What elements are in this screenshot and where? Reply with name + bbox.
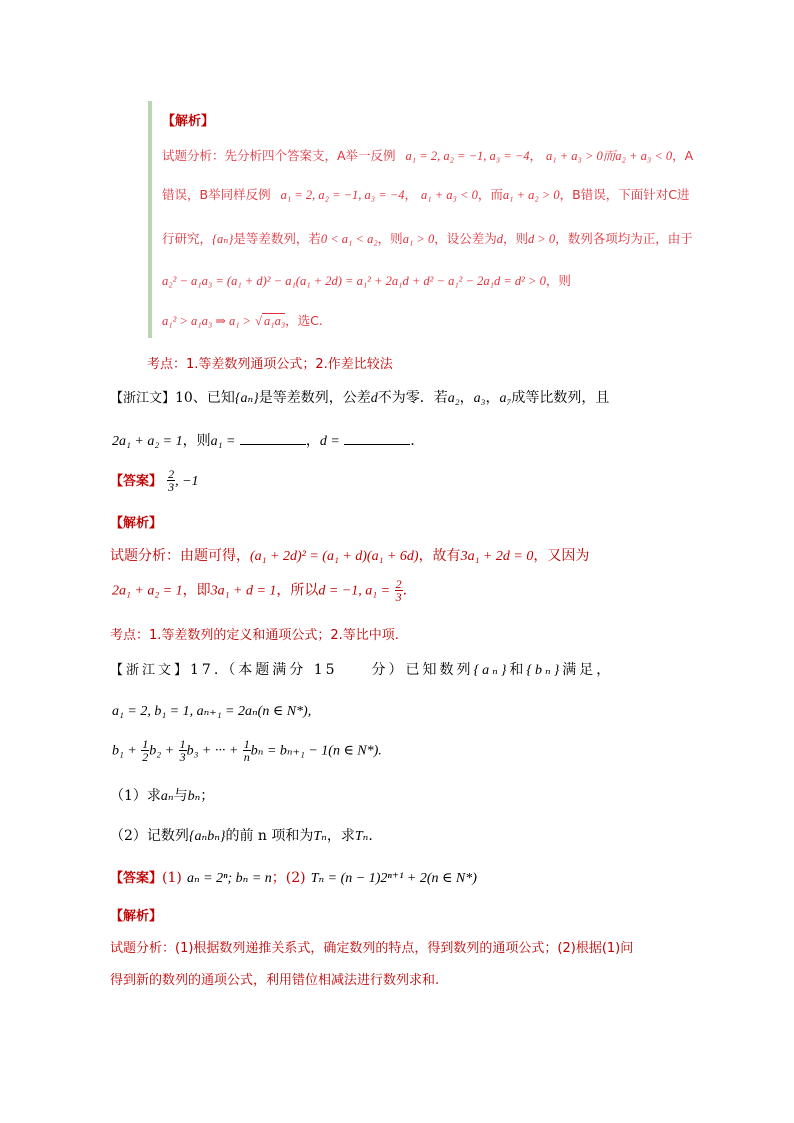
box-line-4-tail: ，则 [545,273,571,288]
part2-a: （2）记数列 [110,828,189,844]
question-10-a1-eq: a₁ = [210,434,236,449]
box-line-3-math-3: a₁ > 0 [402,232,435,246]
box-line-1-math-2: a₁ + a₃ > 0而a₂ + a₃ < 0 [546,149,673,163]
question-17 [110,659,613,679]
answer-17-tag: 【答案】 [110,871,163,886]
line3-b: b₂ + [149,743,175,759]
box-line-3-text-5: ，则 [502,231,528,246]
box-line-1: 试题分析：先分析四个答案支，A举一反例 a₁ = 2, a₂ = −1, a₃ = −4， a₁ + a₃ > 0而a₂ + a₃ < 0，A [162,148,694,163]
line3-c: b₃ + ··· + [186,743,239,759]
part2-b: 的前 n 项和为 [225,828,314,844]
question-10 [110,387,609,407]
m2: Tₙ = (n − 1)2ⁿ⁺¹ + 2(n ∈ N*) [310,871,477,886]
box-line-3-text-3: ，则 [377,231,403,246]
frac-1-n [243,738,251,763]
den: 3 [179,750,186,764]
question-17-set-a: {aₙ} [473,663,510,678]
box-line-5-tail: ，选C. [285,313,323,328]
analysis-10-text-4: ，即 [182,582,211,599]
analysis-10-fraction [395,578,403,603]
analysis-10-math-3: 2a₁ + a₂ = 1 [112,583,183,599]
analysis-10-text-3: ，又因为 [533,548,590,564]
line3-a: b₁ + [112,743,137,759]
question-10-tag: 【浙江文】 [110,391,176,406]
box-line-2-math-2: a₁ + a₃ < 0 [421,188,478,202]
part1-bn: bₙ [187,789,201,804]
then: ，则 [182,433,211,449]
manzu: 满足， [562,662,614,678]
answer-10 [110,468,199,493]
box-line-1-math-1: a₁ = 2, a₂ = −1, a₃ = −4 [405,149,530,163]
part1-b: 与 [173,788,188,804]
box-line-3-math-5: d > 0 [528,232,556,246]
kaodian-1: 考点：1.等差数列通项公式；2.作差比较法 [147,357,393,372]
part2-c: ，求 [326,828,355,844]
frac-num: 2 [168,467,175,481]
analysis-10-text-1: 试题分析：由题可得， [110,548,250,564]
question-10-num: 10、已知 [175,390,235,406]
frac-den: 3 [395,590,402,604]
box-heading: 【解析】 [162,114,215,129]
part2-set: {aₙbₙ} [188,829,226,844]
box-line-5-sqrt: a₁a₃ [263,314,286,328]
end: ． [410,433,425,449]
analysis-10-tag: 【解析】 [110,516,163,531]
comma: ， [459,390,474,406]
end: . [402,582,408,599]
question-10-a3: a₃ [473,391,486,406]
frac-1-3 [179,738,187,763]
box-line-2-text-1: 错误，B举同样反例 [162,187,271,202]
box-line-3-text-2: 是等差数列，若 [233,231,321,246]
comma: ， [485,390,500,406]
box-line-2-math-3: a₁ + a₂ > 0 [502,188,560,202]
den: 2 [142,750,149,764]
question-10-line-2 [112,430,424,450]
part2-tn2: Tₙ [354,829,369,844]
part2-tn: Tₙ [313,829,327,844]
question-10-d: d [370,391,378,406]
analysis-box [148,101,774,338]
analysis-10-math-4: 3a₁ + d = 1 [210,583,277,599]
num: 1 [179,737,186,751]
box-line-3-math-1: {aₙ} [212,232,234,246]
question-10-d-eq: d = [319,434,340,449]
question-10-a7: a₇ [499,391,512,406]
sep: ， [305,433,320,449]
answer-blank-a1[interactable] [240,443,306,445]
box-line-4-math: a₂² − a₁a₃ = (a₁ + d)² − a₁(a₁ + 2d) = a₁² + 2a₁d + d² − a₁² − 2a₁d = d² > 0 [162,274,546,288]
question-17-part-2 [110,825,373,845]
question-10-text-2: 不为零．若 [377,390,448,406]
box-line-3-text-4: ，设公差为 [434,231,497,246]
m1: aₙ = 2ⁿ; bₙ = n [186,871,272,886]
den: n [243,750,250,764]
box-line-2: 错误，B举同样反例 a₁ = 2, a₂ = −1, a₃ = −4， a₁ + a₃ < 0，而a₁ + a₂ > 0，B错误，下面针对C进 [162,187,690,202]
part1-c: ； [200,788,215,804]
answer-10-rest: , −1 [175,474,199,489]
box-line-5: a₁² > a₁a₃ ⇒ a₁ > √ a₁a₃，选C. [162,313,323,328]
box-line-1-text: 试题分析：先分析四个答案支，A举一反例 [162,148,396,163]
analysis-10-math-5: d = −1, a₁ = [318,583,391,599]
sep: ； [271,870,286,886]
question-10-set: {aₙ} [234,391,259,406]
he: 和 [509,662,527,678]
analysis-17-line-2: 得到新的数列的通项公式，利用错位相减法进行数列求和. [110,973,440,988]
frac-den: 3 [168,480,175,494]
line3-d: bₙ = bₙ₊₁ − 1(n ∈ N*). [250,743,382,759]
p1: (1) [162,870,182,886]
question-10-text-3: 成等比数列，且 [511,390,610,406]
answer-10-fraction [167,468,175,493]
question-17-set-b: {bₙ} [526,663,563,678]
kaodian-2: 考点：1.等差数列的定义和通项公式；2.等比中项. [110,628,399,643]
answer-17 [110,867,477,887]
frac-num: 2 [395,577,402,591]
analysis-17-tag: 【解析】 [110,909,163,924]
box-line-3-math-4: d [496,232,503,246]
part2-d: . [368,828,373,844]
box-line-5-math: a₁² > a₁a₃ ⇒ a₁ > [162,314,252,328]
num: 1 [243,737,250,751]
analysis-10-math-2: 3a₁ + 2d = 0 [460,549,534,564]
question-17-line-2: a₁ = 2, b₁ = 1, aₙ₊₁ = 2aₙ(n ∈ N*), [112,704,312,719]
analysis-10-line-2 [112,578,407,603]
question-17-line-3 [112,738,382,763]
p2: (2) [285,870,306,886]
analysis-10-math-1: (a₁ + 2d)² = (a₁ + d)(a₁ + 6d) [250,549,419,564]
question-10-a2: a₂ [447,391,460,406]
answer-10-tag: 【答案】 [110,474,163,489]
analysis-10-line-1 [110,545,589,565]
box-line-4 [162,271,571,289]
question-17-part-1 [110,785,214,805]
analysis-10-text-5: ，所以 [276,582,319,599]
box-line-3-math-2: 0 < a₁ < a₂ [320,232,378,246]
part1-an: aₙ [160,789,174,804]
question-17-text-1: 17.（本题满分 15 分）已知数列 [190,662,474,678]
box-line-1-tail: ，A [672,148,694,163]
box-line-3 [162,229,693,247]
analysis-17-line-1: 试题分析：(1)根据数列递推关系式，确定数列的特点，得到数列的通项公式；(2)根据(1)问 [110,941,634,956]
box-line-3-text-1: 行研究， [162,231,213,246]
box-line-2-text-2: ，而 [477,187,503,202]
analysis-10-text-2: ，故有 [418,548,461,564]
box-line-2-tail: ，B错误，下面针对C进 [559,187,690,202]
answer-blank-d[interactable] [344,443,410,445]
question-17-tag: 【浙江文】 [110,663,191,678]
num: 1 [142,737,149,751]
box-line-2-math-1: a₁ = 2, a₂ = −1, a₃ = −4 [280,188,405,202]
part1-a: （1）求 [110,788,161,804]
question-10-condition: 2a₁ + a₂ = 1 [112,434,183,449]
question-10-text-1: 是等差数列，公差 [258,390,371,406]
box-line-3-tail: ，数列各项均为正，由于 [555,231,693,246]
